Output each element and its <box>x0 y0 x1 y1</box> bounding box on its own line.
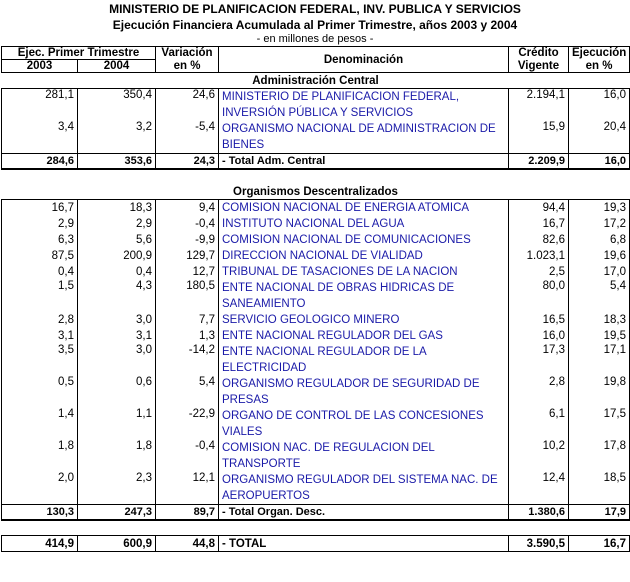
value-2004: 3,0 <box>78 344 156 376</box>
section-organismos-desc <box>2 184 630 200</box>
credito-vigente: 16,7 <box>509 216 569 232</box>
col-2003-header: 2003 <box>2 60 78 73</box>
execution-pct: 18,5 <box>569 472 630 505</box>
col-var-header-a: Variación <box>156 47 219 60</box>
execution-pct: 17,5 <box>569 408 630 440</box>
col-2004-header: 2004 <box>78 60 156 73</box>
credito-vigente: 2.209,9 <box>509 154 569 170</box>
execution-pct: 18,3 <box>569 312 630 328</box>
execution-pct: 19,5 <box>569 328 630 344</box>
table-row <box>2 472 630 505</box>
execution-pct: 16,7 <box>569 536 630 552</box>
table-row <box>2 280 630 312</box>
value-2004: 2,3 <box>78 472 156 505</box>
variation-pct: -0,4 <box>156 216 219 232</box>
value-2004: 200,9 <box>78 248 156 264</box>
denomination: DIRECCION NACIONAL DE VIALIDAD <box>219 248 509 264</box>
report-title: MINISTERIO DE PLANIFICACION FEDERAL, INV. PUBLICA Y SERVICIOS <box>109 2 521 16</box>
credito-vigente: 6,1 <box>509 408 569 440</box>
denomination: COMISION NACIONAL DE ENERGIA ATOMICA <box>219 200 509 217</box>
value-2003: 130,3 <box>2 505 78 521</box>
credito-vigente: 3.590,5 <box>509 536 569 552</box>
value-2003: 0,4 <box>2 264 78 280</box>
table-row <box>2 89 630 122</box>
execution-pct: 6,8 <box>569 232 630 248</box>
credito-vigente: 2,5 <box>509 264 569 280</box>
denomination: ORGANISMO REGULADOR DE SEGURIDAD DE PRESAS <box>219 376 509 408</box>
credito-vigente: 2,8 <box>509 376 569 408</box>
total-row-admin <box>2 154 630 170</box>
execution-pct: 16,0 <box>569 89 630 122</box>
execution-table <box>1 46 630 552</box>
value-2004: 600,9 <box>78 536 156 552</box>
value-2004: 1,8 <box>78 440 156 472</box>
credito-vigente: 15,9 <box>509 121 569 154</box>
denomination: ORGANO DE CONTROL DE LAS CONCESIONES VIALES <box>219 408 509 440</box>
table-row <box>2 328 630 344</box>
table-row <box>2 376 630 408</box>
total-row-desc <box>2 505 630 521</box>
credito-vigente: 80,0 <box>509 280 569 312</box>
credito-vigente: 82,6 <box>509 232 569 248</box>
value-2003: 3,1 <box>2 328 78 344</box>
value-2004: 247,3 <box>78 505 156 521</box>
value-2003: 3,4 <box>2 121 78 154</box>
value-2003: 2,8 <box>2 312 78 328</box>
value-2004: 4,3 <box>78 280 156 312</box>
value-2004: 1,1 <box>78 408 156 440</box>
execution-pct: 20,4 <box>569 121 630 154</box>
denomination: COMISION NACIONAL DE COMUNICACIONES <box>219 232 509 248</box>
col-ejecp-header-b: en % <box>569 60 630 73</box>
execution-pct: 17,9 <box>569 505 630 521</box>
spacer-row <box>2 520 630 536</box>
variation-pct: -0,4 <box>156 440 219 472</box>
value-2004: 0,4 <box>78 264 156 280</box>
value-2004: 353,6 <box>78 154 156 170</box>
variation-pct: 24,3 <box>156 154 219 170</box>
value-2003: 6,3 <box>2 232 78 248</box>
denomination: ORGANISMO NACIONAL DE ADMINISTRACION DE BIENES <box>219 121 509 154</box>
col-cred-header-b: Vigente <box>509 60 569 73</box>
variation-pct: -9,9 <box>156 232 219 248</box>
denomination: COMISION NAC. DE REGULACION DEL TRANSPORTE <box>219 440 509 472</box>
credito-vigente: 2.194,1 <box>509 89 569 122</box>
col-cred-header-a: Crédito <box>509 47 569 60</box>
variation-pct: 9,4 <box>156 200 219 217</box>
value-2003: 1,4 <box>2 408 78 440</box>
credito-vigente: 16,5 <box>509 312 569 328</box>
report-units: - en millones de pesos - <box>256 33 374 45</box>
value-2003: 1,5 <box>2 280 78 312</box>
variation-pct: 5,4 <box>156 376 219 408</box>
grand-total-row <box>2 536 630 552</box>
variation-pct: 44,8 <box>156 536 219 552</box>
execution-pct: 17,8 <box>569 440 630 472</box>
execution-pct: 19,8 <box>569 376 630 408</box>
credito-vigente: 12,4 <box>509 472 569 505</box>
denomination: - Total Adm. Central <box>219 154 509 170</box>
credito-vigente: 10,2 <box>509 440 569 472</box>
execution-pct: 5,4 <box>569 280 630 312</box>
table-row <box>2 121 630 154</box>
value-2003: 1,8 <box>2 440 78 472</box>
value-2003: 0,5 <box>2 376 78 408</box>
value-2003: 281,1 <box>2 89 78 122</box>
value-2003: 2,9 <box>2 216 78 232</box>
execution-pct: 19,3 <box>569 200 630 217</box>
table-row <box>2 408 630 440</box>
denomination: - Total Organ. Desc. <box>219 505 509 521</box>
variation-pct: 7,7 <box>156 312 219 328</box>
variation-pct: 12,1 <box>156 472 219 505</box>
col-ejecp-header-a: Ejecución <box>569 47 630 60</box>
variation-pct: 1,3 <box>156 328 219 344</box>
variation-pct: 180,5 <box>156 280 219 312</box>
denomination: INSTITUTO NACIONAL DEL AGUA <box>219 216 509 232</box>
denomination: MINISTERIO DE PLANIFICACION FEDERAL, INVERSIÓN PÚBLICA Y SERVICIOS <box>219 89 509 122</box>
table-row <box>2 200 630 217</box>
value-2003: 2,0 <box>2 472 78 505</box>
credito-vigente: 94,4 <box>509 200 569 217</box>
table-row <box>2 312 630 328</box>
section-admin-central <box>2 73 630 89</box>
section-admin-central-label: Administración Central <box>2 73 630 89</box>
denomination: TRIBUNAL DE TASACIONES DE LA NACION <box>219 264 509 280</box>
value-2003: 3,5 <box>2 344 78 376</box>
credito-vigente: 16,0 <box>509 328 569 344</box>
denomination: SERVICIO GEOLOGICO MINERO <box>219 312 509 328</box>
variation-pct: -5,4 <box>156 121 219 154</box>
credito-vigente: 1.023,1 <box>509 248 569 264</box>
variation-pct: -22,9 <box>156 408 219 440</box>
value-2004: 5,6 <box>78 232 156 248</box>
value-2003: 87,5 <box>2 248 78 264</box>
denomination: - TOTAL <box>219 536 509 552</box>
col-denom-header: Denominación <box>219 47 509 73</box>
table-row <box>2 440 630 472</box>
report-header <box>0 1 630 46</box>
execution-pct: 16,0 <box>569 154 630 170</box>
col-ejec-header: Ejec. Primer Trimestre <box>2 47 156 60</box>
section-organismos-desc-label: Organismos Descentralizados <box>2 184 630 200</box>
table-row <box>2 216 630 232</box>
variation-pct: 12,7 <box>156 264 219 280</box>
denomination: ORGANISMO REGULADOR DEL SISTEMA NAC. DE AEROPUERTOS <box>219 472 509 505</box>
col-var-header-b: en % <box>156 60 219 73</box>
value-2004: 350,4 <box>78 89 156 122</box>
value-2004: 0,6 <box>78 376 156 408</box>
value-2004: 3,2 <box>78 121 156 154</box>
value-2004: 3,1 <box>78 328 156 344</box>
value-2004: 18,3 <box>78 200 156 217</box>
value-2003: 414,9 <box>2 536 78 552</box>
denomination: ENTE NACIONAL DE OBRAS HIDRICAS DE SANEAMIENTO <box>219 280 509 312</box>
table-row <box>2 232 630 248</box>
credito-vigente: 17,3 <box>509 344 569 376</box>
value-2004: 2,9 <box>78 216 156 232</box>
execution-pct: 19,6 <box>569 248 630 264</box>
denomination: ENTE NACIONAL REGULADOR DE LA ELECTRICIDAD <box>219 344 509 376</box>
denomination: ENTE NACIONAL REGULADOR DEL GAS <box>219 328 509 344</box>
value-2004: 3,0 <box>78 312 156 328</box>
value-2003: 16,7 <box>2 200 78 217</box>
variation-pct: 89,7 <box>156 505 219 521</box>
table-row <box>2 344 630 376</box>
table-row <box>2 264 630 280</box>
execution-pct: 17,0 <box>569 264 630 280</box>
value-2003: 284,6 <box>2 154 78 170</box>
spacer-row <box>2 169 630 184</box>
execution-pct: 17,1 <box>569 344 630 376</box>
variation-pct: 129,7 <box>156 248 219 264</box>
variation-pct: -14,2 <box>156 344 219 376</box>
variation-pct: 24,6 <box>156 89 219 122</box>
credito-vigente: 1.380,6 <box>509 505 569 521</box>
table-row <box>2 248 630 264</box>
report-subtitle: Ejecución Financiera Acumulada al Primer Trimestre, años 2003 y 2004 <box>112 18 518 32</box>
execution-pct: 17,2 <box>569 216 630 232</box>
